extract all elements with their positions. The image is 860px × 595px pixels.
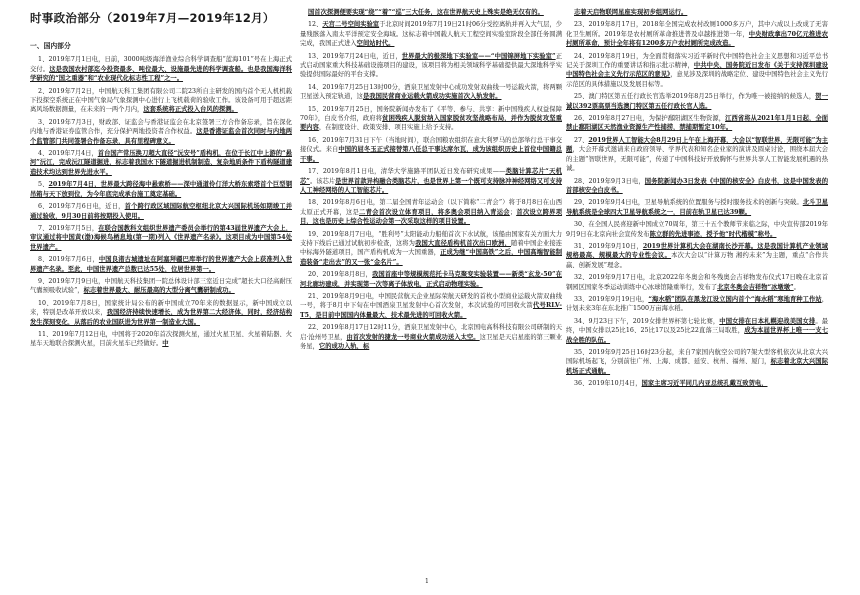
- item-text: 35、2019年9月25日16时23分起，来自7家国内航空公司的7架大型客机依次从北京大兴国际机场起飞，分别前往广州、上海、成都、延安、杭州、福州、厦门，: [566, 349, 828, 366]
- highlighted-text: 是我国民营商业运载火箭成功实施首次入轨发射。: [362, 93, 502, 101]
- highlighted-text: 国家主席习近平同几内亚总统孔戴互致贺电，: [641, 380, 768, 388]
- highlighted-text: 中共中央、国务院近日发布《关于支持深圳建设中国特色社会主义先行示范区的意见》: [566, 62, 829, 79]
- item-text: 11、2019年7月12日电，中国将于2020年首次探测火星，通过火星卫星、火星着陆器、火星车天地联合探测火星，目前火星车已经做好。: [30, 330, 292, 348]
- item-text: 1、2019年7月1日电，日前，3000吨级海洋渔业综合科学调查船“蓝海101”号在上海正式交付。: [30, 56, 292, 73]
- item-text: 18、2019年8月6日电，第二届全国青年运动会（以下简称“二青会”）将于8月8日在山西太原正式开幕，这是: [300, 199, 562, 216]
- highlighted-text: 这是香港证监会首次同时与内地两个监管部门共同签署合作备忘录，具有里程碑意义。: [30, 128, 293, 145]
- highlighted-text: 我国大直径盾构机首次出口欧洲，: [415, 239, 511, 247]
- news-item: [566, 273, 828, 292]
- item-text: 7、2019年7月5日，: [38, 224, 99, 232]
- highlighted-text: 北斗卫星导航系统是全球四大卫星导航系统之一，目前在轨卫星已达39颗。: [566, 199, 828, 216]
- highlighted-text: 首次设立跨界项目，这也是历史上综合性运动会第一次采取这样的项目设置。: [300, 208, 563, 226]
- news-item: [300, 105, 562, 133]
- highlighted-text: 标志着世界最大、耐压最高的大型分离气囊研制成功。: [83, 287, 235, 295]
- news-item: [566, 220, 828, 239]
- news-item: [30, 255, 292, 274]
- news-item: [30, 180, 292, 199]
- column-1: [30, 40, 292, 352]
- page-number: 1: [425, 578, 429, 585]
- item-text: 17、2019年8月1日电，清华大学施路平团队近日发布研究成果——: [308, 168, 506, 176]
- highlighted-text: 首台国产常压换刀超大直径“沅安号”盾构机，在位于长江中上游的“悬河”沅江，完成沅江隧道掘进，标志着我国水下隧道掘进机制制造、复杂地质条件下盾构隧道建造技术均达到世界先进水平。: [30, 150, 292, 176]
- item-text: 22、2019年8月17日12时11分，酒泉卫星发射中心，北京国电高科科技有限公司研制的天启·沧州号卫星，: [300, 324, 562, 341]
- item-text: 33、2019年9月19日电，: [574, 295, 649, 303]
- news-item: [300, 52, 562, 80]
- highlighted-text: 是世界首款异构融合类脑芯片，也是世界上第一个既可支持脉冲神经网络又可支持人工神经网络的人工智能芯片。: [300, 177, 563, 194]
- item-text: 12、: [308, 21, 323, 29]
- item-text: 36、2019年10月4日，: [574, 380, 642, 388]
- item-text: 32、2019年9月17日电，北京2022年冬奥会和冬残奥会吉祥物发布仪式17日晚在北京首钢园区国家冬季运动训练中心冰球馆隆重举行，发布了: [566, 274, 828, 291]
- item-text: 31、2019年9月10日，: [574, 242, 643, 250]
- item-text: 本次大会以“计算万物 湘约未来”为主题，重点“合作共赢、创新发展”理念。: [566, 252, 828, 269]
- news-item: [300, 167, 562, 195]
- highlighted-text: 由首次发射的捷龙一号商业火箭成功送入太空。: [346, 333, 480, 341]
- highlighted-text: 这是我国农村部迄今投资最多、吨位最大、设施最先进的科学调查船。也是我国海洋科学研究的“国之重器”和“农业现代化标志性工程”之一。: [30, 65, 293, 83]
- highlighted-text: 陈立群的先进事迹，授予他“时代楷模”称号。: [649, 230, 777, 238]
- highlighted-text: 2019世界计算机大会在湖南长沙开幕。这是我国计算机产业领域规格最高、规模最大的专业性会议。: [566, 242, 829, 260]
- highlighted-text: 在联合国教科文组织世界遗产委员会举行的第43届世界遗产大会上，审议通过将中国黄(渤)海候鸟栖息地(第一期)列入《世界遗产名录》。这项目成为中国第54处世界遗产。: [30, 224, 292, 251]
- item-text: 25、澳门特区第五任行政长官选举2019年8月25日举行，作为唯一被接纳的候选人，: [574, 93, 816, 101]
- news-item: [566, 136, 828, 174]
- news-item: [300, 83, 562, 102]
- news-item: [300, 20, 562, 48]
- news-item: [30, 224, 292, 252]
- highlighted-text: “海水稻”团队在黑龙江设立国内首个“海水稻”寒地育种工作站: [648, 295, 822, 303]
- highlighted-text: 国务院新闻办3日发表《中国的核安全》白皮书，这是中国发表的首部核安全白皮书。: [566, 177, 828, 194]
- news-item: [30, 118, 292, 146]
- item-text: 15、2019年7月25日，国务院新闻办发布了《平等、参与、共享：新中国残疾人权益保障70年》，白皮书介绍，政府将: [300, 105, 562, 123]
- item-text: ，大会开幕式邀请来自政府领导、学界代表和知名企业家的演讲及圆桌讨论，围绕本届大会的主题“智联世界，无限可能”，传递了中国科技好开放胸怀与世界共享人工智能发展机遇的热诚。: [566, 146, 829, 173]
- news-item: [30, 202, 292, 221]
- item-text: 16、2019年7月31日下午（当地时间），联合国粮农组织在意大利罗马的总部举行总干事交接仪式。来自: [300, 136, 562, 154]
- news-item: [566, 242, 828, 270]
- item-text: 34、9月23日下午，2019女排世界杯第七轮比赛，: [574, 317, 720, 325]
- highlighted-text: 中: [162, 340, 169, 348]
- highlighted-text: 世界最大的极深地下实验室——“中国锦屏地下实验室”: [401, 52, 556, 60]
- news-item: [30, 299, 292, 327]
- highlighted-text: 志着天启物联网星座实现初步组网运行。: [574, 9, 688, 16]
- news-item: [300, 270, 562, 289]
- item-text: ，计划未来3年在东北推广1500万亩海水稻。: [566, 295, 828, 313]
- item-text: 3、2019年7月3日，财政部、证监会与香港证监会在北京签署三方合作备忘录，旨在深化内地与香港证券监管合作，充分保护两地投资者合作权益。: [30, 118, 292, 136]
- news-item: [566, 114, 828, 133]
- item-text: 这卫星是天启星座的第三颗业务星，: [300, 333, 562, 350]
- news-item: [300, 230, 562, 268]
- item-text: 8、2019年7月6日，: [38, 256, 99, 264]
- news-item: [30, 277, 292, 296]
- news-item: [300, 198, 562, 226]
- highlighted-text: 我国首座中等规模规范托卡马克聚变实验装置——新类“玄龙-50”在河北廊坊建成，并实现第一次等离子体放电，正式启动物理实验。: [300, 271, 562, 288]
- highlighted-text: 北京冬奥会吉祥物“冰墩墩”: [717, 283, 794, 291]
- item-text: 。: [793, 283, 800, 291]
- item-text: 19、2019年8月7日电，“胜利号”太阳能动力船舶首次下水试航，该船由国家有关方面大力支持下线后已通过试航初步检查，这将为: [300, 230, 562, 247]
- item-text: 于北京时间2019年7月19日21时06分受控离轨并再入大气层，少量残骸落入南太平洋预定安全海域。这标志着中国载人航天工程空间实验室阶段全部任务圆满完成，我国正式进入: [300, 21, 563, 48]
- news-item: [566, 177, 828, 196]
- item-text: 5、: [38, 181, 49, 189]
- highlighted-text: 二青会首次设立体育项目，将多奥会项目纳入青运会: [359, 208, 510, 216]
- item-text: 。最终，中国女排以25比16、25比17以及25比22直落三局取胜，: [566, 317, 829, 335]
- column-3: [566, 8, 828, 392]
- highlighted-text: 2019世界人工智能大会8月29日上午在上海开幕，大会以“智联世界，无限可能”为主题: [566, 136, 828, 154]
- news-item: [30, 330, 292, 349]
- item-text: 24、2019年8月19日，为全面贯彻落实习近平新时代中国特色社会主义思想和习近平总书记关于深圳工作的重要讲话和指示批示精神，: [566, 52, 828, 70]
- item-text: 正式启动国家重大科技基础设施项目的建设，该项目将为相关领域科学基础提供最大深地科学实验提供国际最好的平台支撑。: [300, 52, 563, 79]
- news-item: [566, 52, 828, 90]
- item-text: 14、2019年7月25日13时00分，酒泉卫星发射中心成功发射双曲线一号运载火箭，将两颗卫星送入预定轨道，这: [300, 83, 562, 101]
- item-text: ；: [509, 208, 517, 216]
- highlighted-text: 贺一诚以392票高票当选澳门特区第五任行政长官人选。: [566, 93, 828, 110]
- news-item: [30, 55, 292, 83]
- item-text: 13、2019年7月24日电，近日，: [308, 52, 402, 60]
- highlighted-text: 中国女排在日本札幌迎战美国女排: [719, 317, 816, 325]
- news-item: [566, 348, 828, 376]
- highlighted-text: 我国经济持续快速增长，成为世界第二大经济体，同时，经济结构发生深刻变化，从落后的农业国跃进为世界第一制造业大国。: [30, 309, 293, 326]
- news-item: [30, 149, 292, 177]
- news-item: [566, 317, 828, 345]
- document-title: 时事政治部分（2019年7月—2019年12月）: [30, 11, 275, 25]
- item-text: 27、: [574, 136, 589, 144]
- highlighted-text: 中国的屈冬玉正式接替第八任总干事达席尔瓦，成为该组织历史上首位中国籍总干事。: [300, 146, 563, 163]
- item-text: 2、2019年7月2日，中国航天科工集团有限公司二院23所自主研发的国内首个无人机机载下投探空系统正在中国气象局气象探测中心进行上飞机载荷的验收工作。该设备可用于超远距离风场数据测量，在未来的一两个月内，: [30, 87, 292, 114]
- highlighted-text: 代号RLV-T5，是目前中国国内体量最大、技术最先进的可回收火箭。: [300, 302, 562, 319]
- news-item: [566, 8, 828, 17]
- highlighted-text: 中央财政拿出70亿元推进农村厕所革命，预计全年将有1200多万户农村厕所完成改造。: [566, 30, 828, 48]
- news-item: [30, 87, 292, 115]
- highlighted-text: 类脑计算芯片“天机芯”: [300, 168, 562, 185]
- item-text: 26、2019年8月27日电，为保护鄱阳湖区生物资源，: [574, 115, 726, 123]
- news-item: [566, 198, 828, 217]
- item-text: 28、2019年9月3日电，: [574, 177, 645, 185]
- highlighted-text: 2019年7月4日，世界最大跨径海中悬索桥——深中通道伶仃洋大桥东索塔首个巨型钢吊箱与天下放到位，为今年底完成承台施工奠定基础。: [30, 181, 292, 198]
- highlighted-text: 标志着北京大兴国际机场正式通航。: [566, 358, 828, 375]
- column-2: [300, 8, 562, 354]
- highlighted-text: 首个跨行政区域国际航空枢纽北京大兴国际机场如期竣工并通过验收，9月30日前将按期投入使用。: [30, 203, 293, 220]
- news-item: [300, 136, 562, 164]
- item-text: 30、在全国人民喜迎新中国成立70周年，第三十五个教师节来临之际，中央宣传部2019年9月9日在北京向社会宣传发布: [566, 221, 828, 238]
- item-text: 随着中国企业接连中标海外隧道项目，国产盾构机成为一大国重器，: [300, 239, 563, 257]
- news-item: [300, 292, 562, 320]
- news-item: [566, 295, 828, 314]
- highlighted-text: 成为本届世界杯上唯一一支七战全胜的队伍。: [566, 327, 829, 344]
- news-item: [566, 379, 828, 388]
- item-text: 。该芯片: [309, 177, 336, 185]
- item-text: ，在制度设计、政策安排、项目实施上给予支持。: [318, 124, 458, 132]
- item-text: 4、2019年7月4日，: [38, 150, 98, 158]
- news-item: [566, 92, 828, 111]
- highlighted-text: 江西省将从2021年1月1日起，全面禁止鄱阳湖区天然渔业资源生产性捕捞，禁捕期暂定10年。: [566, 115, 828, 132]
- news-item: [300, 323, 562, 351]
- section-heading: 一、国内部分: [30, 42, 71, 50]
- item-text: 9、2019年7月9日电，中国航天科技集团一院总体设计部三室近日完成“超长大口径高耐压气囊预吸收试验”，: [30, 277, 292, 295]
- highlighted-text: 国首次探测便要实现“绕”“着”“巡”三大任务，这在世界航天史上殊实是绝无仅有的。: [308, 9, 544, 16]
- item-text: 21、2019年8月9日电，中国民营航天企业星际荣航天研发的首枚小型商业运载火箭双曲线一号，将于8月中下旬在中国酒泉卫星发射中心首次发射，本次试验的可回收火箭: [300, 292, 562, 310]
- item-text: ，意见涉及深圳的战略定位、建设中国特色社会主义先行示范区的具体措施以及发展目标等。: [566, 71, 829, 88]
- highlighted-text: 中国良渚古城遗址在阿塞拜疆巴库举行的世界遗产大会上获准列入世界遗产名录。至此，中国世界遗产总数已达55处，位居世界第一。: [30, 256, 293, 273]
- item-text: 29、2019年9月4日电，卫星导航系统的位置服务与授时服务技术的创新与突破。: [574, 199, 803, 207]
- item-text: 6、2019年7月6日电，近日，: [38, 203, 125, 211]
- item-text: 23、2019年8月17日，2018年全国完成农村改厕1000多万户，其中六成以上改成了无害化卫生厕所。2019年是农村厕所革命推进普及卓越推进第一年，: [566, 21, 828, 38]
- highlighted-text: 空间站时代。: [356, 40, 395, 48]
- highlighted-text: 天宫二号空间实验室: [322, 21, 380, 29]
- item-text: 10、2019年7月8日，国家统计局公布的新中国成立70年来的数据显示，新中国成立以来，特别是改革开放以来，: [30, 299, 292, 317]
- highlighted-text: 这套系统将正式投入台风的探测。: [143, 106, 238, 114]
- highlighted-text: 它的成功入轨，标: [318, 343, 370, 350]
- news-item: [300, 8, 562, 17]
- highlighted-text: 正成为继“中国高铁”之后，中国高端智能制造装备“走出去”的又一张“金名片”。: [300, 249, 562, 266]
- item-text: 20、2019年8月8日，: [308, 271, 372, 279]
- news-item: [566, 20, 828, 48]
- highlighted-text: 贫困残疾人脱贫纳入国家脱贫攻坚战略布局，并作为脱贫攻坚重要内容: [300, 115, 562, 132]
